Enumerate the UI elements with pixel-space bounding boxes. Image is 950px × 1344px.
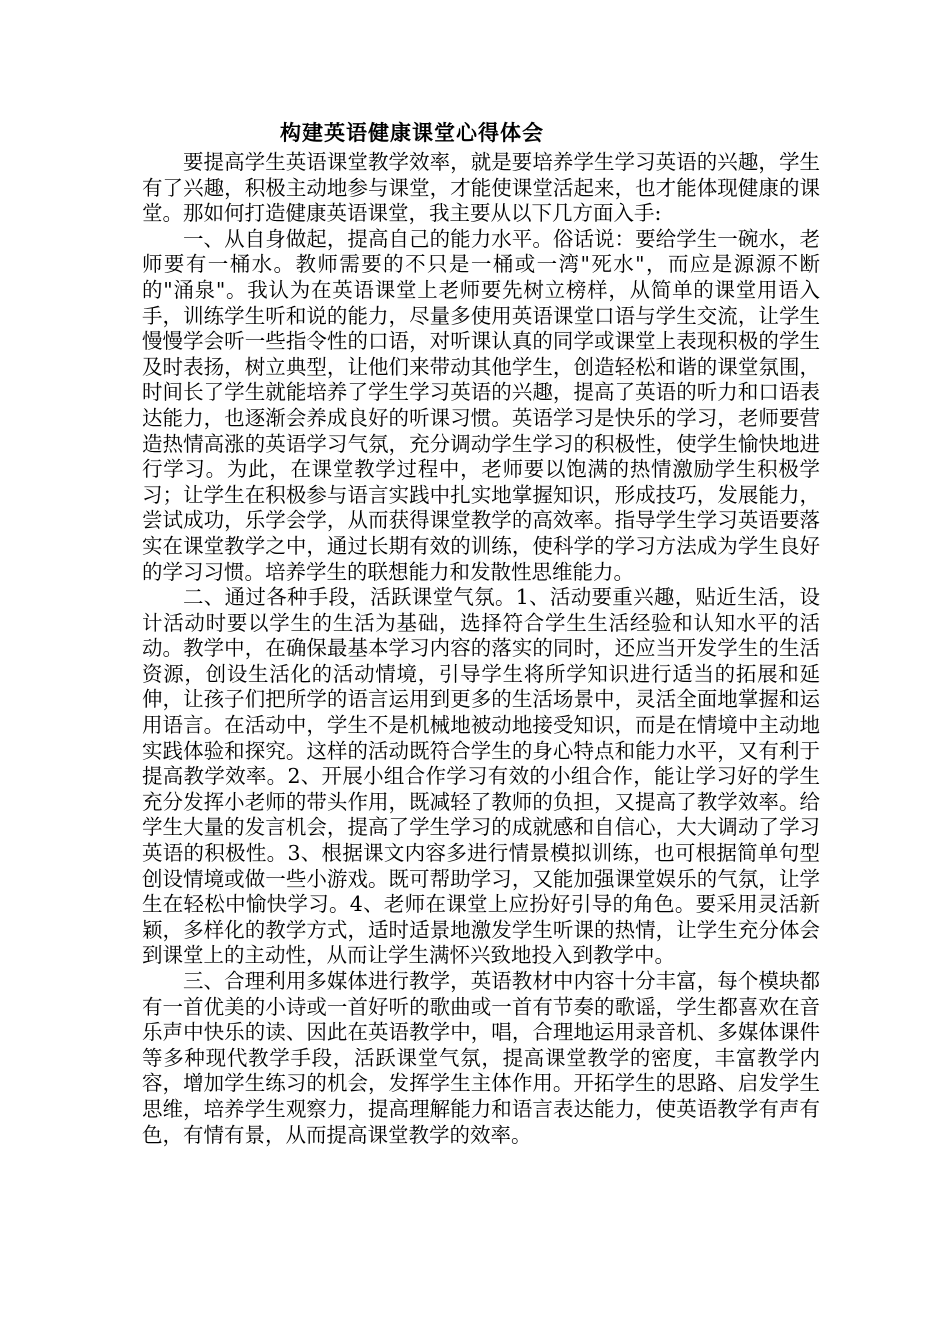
document-page	[142, 118, 820, 1148]
paragraph-section-three: 三、合理利用多媒体进行教学，英语教材中内容十分丰富，每个模块都有一首优美的小诗或一首好听的歌曲或一首有节奏的歌谣，学生都喜欢在音乐声中快乐的读、因此在英语教学中，唱，合理地运用录音机、多媒体课件等多种现代教学手段，活跃课堂气氛，提高课堂教学的密度，丰富教学内容，增加学生练习的机会，发挥学生主体作用。开拓学生的思路、启发学生思维，培养学生观察力，提高理解能力和语言表达能力，使英语教学有声有色，有情有景，从而提高课堂教学的效率。	[142, 969, 820, 1147]
paragraph-section-one: 一、从自身做起，提高自己的能力水平。俗话说：要给学生一碗水，老师要有一桶水。教师需要的不只是一桶或一湾"死水"，而应是源源不断的"涌泉"。我认为在英语课堂上老师要先树立榜样，从简单的课堂用语入手，训练学生听和说的能力，尽量多使用英语课堂口语与学生交流，让学生慢慢学会听一些指令性的口语，对听课认真的同学或课堂上表现积极的学生及时表扬，树立典型，让他们来带动其他学生，创造轻松和谐的课堂氛围，时间长了学生就能培养了学生学习英语的兴趣，提高了英语的听力和口语表达能力，也逐渐会养成良好的听课习惯。英语学习是快乐的学习，老师要营造热情高涨的英语学习气氛，充分调动学生学习的积极性，使学生愉快地进行学习。为此，在课堂教学过程中，老师要以饱满的热情激励学生积极学习；让学生在积极参与语言实践中扎实地掌握知识，形成技巧，发展能力，尝试成功，乐学会学，从而获得课堂教学的高效率。指导学生学习英语要落实在课堂教学之中，通过长期有效的训练，使科学的学习方法成为学生良好的学习习惯。培养学生的联想能力和发散性思维能力。	[142, 226, 820, 584]
document-title: 构建英语健康课堂心得体会	[280, 120, 544, 145]
paragraph-intro: 要提高学生英语课堂教学效率，就是要培养学生学习英语的兴趣，学生有了兴趣，积极主动地参与课堂，才能使课堂活起来，也才能体现健康的课堂。那如何打造健康英语课堂，我主要从以下几方面入手:	[142, 150, 820, 226]
paragraph-section-two: 二、通过各种手段，活跃课堂气氛。1、活动要重兴趣，贴近生活，设计活动时要以学生的生活为基础，选择符合学生生活经验和认知水平的活动。教学中，在确保最基本学习内容的落实的同时，还应当开发学生的生活资源，创设生活化的活动情境，引导学生将所学知识进行适当的拓展和延伸，让孩子们把所学的语言运用到更多的生活场景中，灵活全面地掌握和运用语言。在活动中，学生不是机械地被动地接受知识，而是在情境中主动地实践体验和探究。这样的活动既符合学生的身心特点和能力水平，又有利于提高教学效率。2、开展小组合作学习有效的小组合作，能让学习好的学生充分发挥小老师的带头作用，既减轻了教师的负担，又提高了教学效率。给学生大量的发言机会，提高了学生学习的成就感和自信心，大大调动了学习英语的积极性。3、根据课文内容多进行情景模拟训练，也可根据简单句型创设情境或做一些小游戏。既可帮助学习，又能加强课堂娱乐的气氛，让学生在轻松中愉快学习。4、老师在课堂上应扮好引导的角色。要采用灵活新颖，多样化的教学方式，适时适景地激发学生听课的热情，让学生充分体会到课堂上的主动性，从而让学生满怀兴致地投入到教学中。	[142, 585, 820, 968]
